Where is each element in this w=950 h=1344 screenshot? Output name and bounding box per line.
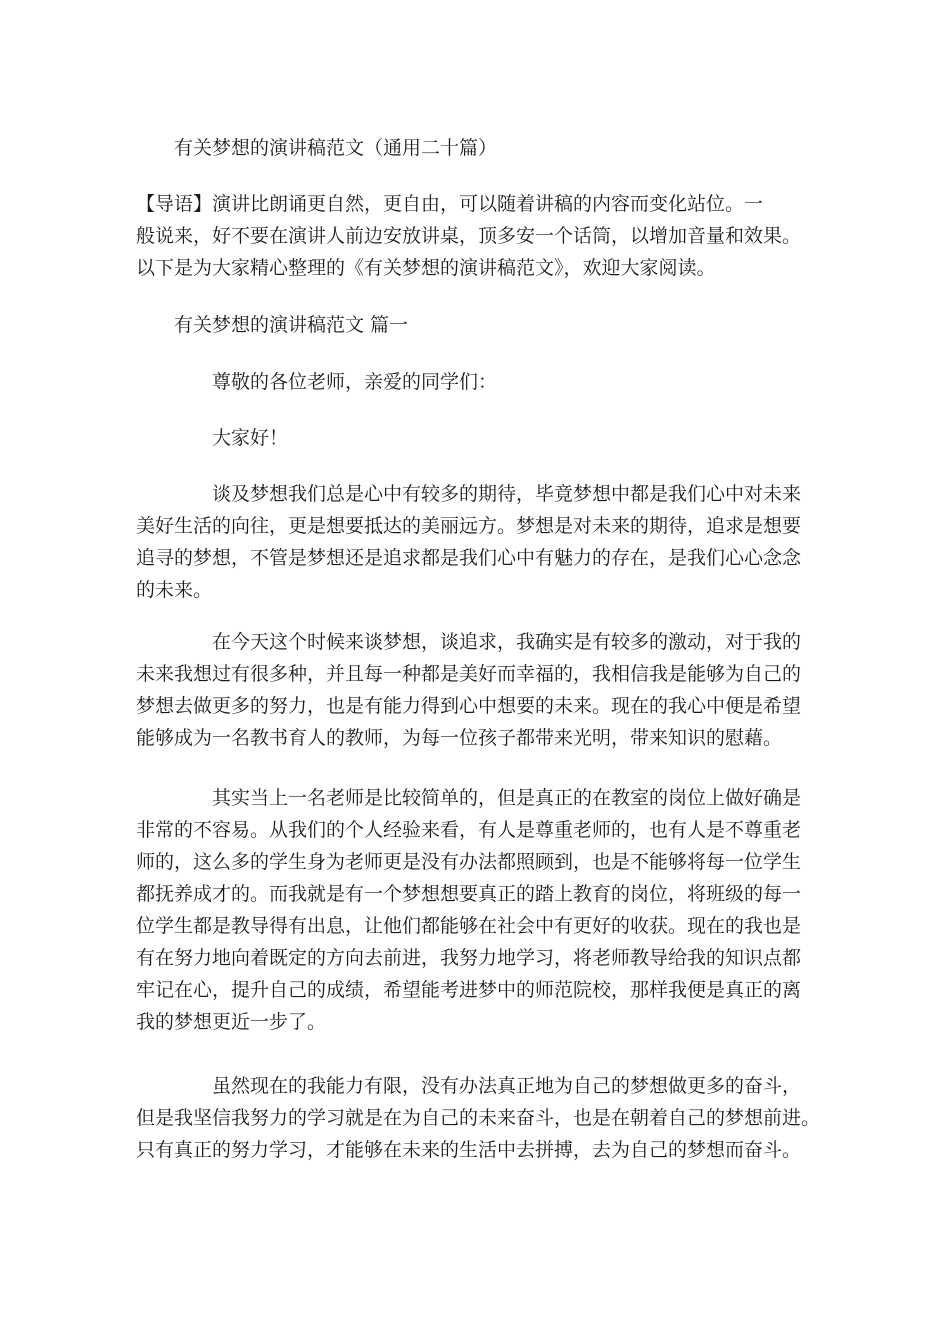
paragraph-line: 能够成为一名教书育人的教师，为每一位孩子都带来光明，带来知识的慰藉。 [136,727,783,749]
paragraph-line: 但是我坚信我努力的学习就是在为自己的未来奋斗，也是在朝着自己的梦想前进。 [136,1107,821,1129]
paragraph-line: 我的梦想更近一步了。 [136,1011,327,1033]
paragraph-line: 未来我想过有很多种，并且每一种都是美好而幸福的，我相信我是能够为自己的 [136,663,802,685]
paragraph-line: 美好生活的向往，更是想要抵达的美丽远方。梦想是对未来的期待，追求是想要 [136,515,802,537]
paragraph-line: 师的，这么多的学生身为老师更是没有办法都照顾到，也是不能够将每一位学生 [136,851,802,873]
intro-line: 【导语】演讲比朗诵更自然，更自由，可以随着讲稿的内容而变化站位。一 [136,193,764,215]
paragraph-line: 在今天这个时候来谈梦想，谈追求，我确实是有较多的激动，对于我的 [212,631,802,653]
intro-line: 般说来，好不要在演讲人前边安放讲桌，顶多安一个话筒，以增加音量和效果。 [136,225,802,247]
paragraph-line: 梦想去做更多的努力，也是有能力得到心中想要的未来。现在的我心中便是希望 [136,695,802,717]
section-heading: 有关梦想的演讲稿范文 篇一 [174,314,409,336]
paragraph-line: 的未来。 [136,579,213,601]
paragraph-line: 有在努力地向着既定的方向去前进，我努力地学习，将老师教导给我的知识点都 [136,947,802,969]
body-paragraph-3 [136,782,816,1038]
paragraph-line: 非常的不容易。从我们的个人经验来看，有人是尊重老师的，也有人是不尊重老 [136,819,802,841]
paragraph-line: 虽然现在的我能力有限，没有办法真正地为自己的梦想做更多的奋斗， [212,1075,802,1097]
paragraph-line: 其实当上一名老师是比较简单的，但是真正的在教室的岗位上做好确是 [212,787,802,809]
intro-paragraph [136,188,816,284]
paragraph-line: 谈及梦想我们总是心中有较多的期待，毕竟梦想中都是我们心中对未来 [212,483,802,505]
body-paragraph-2 [136,626,816,754]
intro-line: 以下是为大家精心整理的《有关梦想的演讲稿范文》，欢迎大家阅读。 [136,257,716,279]
greeting: 尊敬的各位老师，亲爱的同学们： [212,371,498,393]
paragraph-line: 都抚养成才的。而我就是有一个梦想想要真正的踏上教育的岗位，将班级的每一 [136,883,802,905]
body-paragraph-4 [136,1070,821,1166]
body-paragraph-1 [136,478,816,606]
paragraph-line: 追寻的梦想，不管是梦想还是追求都是我们心中有魅力的存在，是我们心心念念 [136,547,802,569]
paragraph-line: 牢记在心，提升自己的成绩，希望能考进梦中的师范院校，那样我便是真正的离 [136,979,802,1001]
paragraph-line: 只有真正的努力学习，才能够在未来的生活中去拼搏，去为自己的梦想而奋斗。 [136,1139,802,1161]
paragraph-line: 位学生都是教导得有出息，让他们都能够在社会中有更好的收获。现在的我也是 [136,915,802,937]
hello-line: 大家好！ [212,427,289,449]
document-title: 有关梦想的演讲稿范文（通用二十篇） [174,137,498,159]
